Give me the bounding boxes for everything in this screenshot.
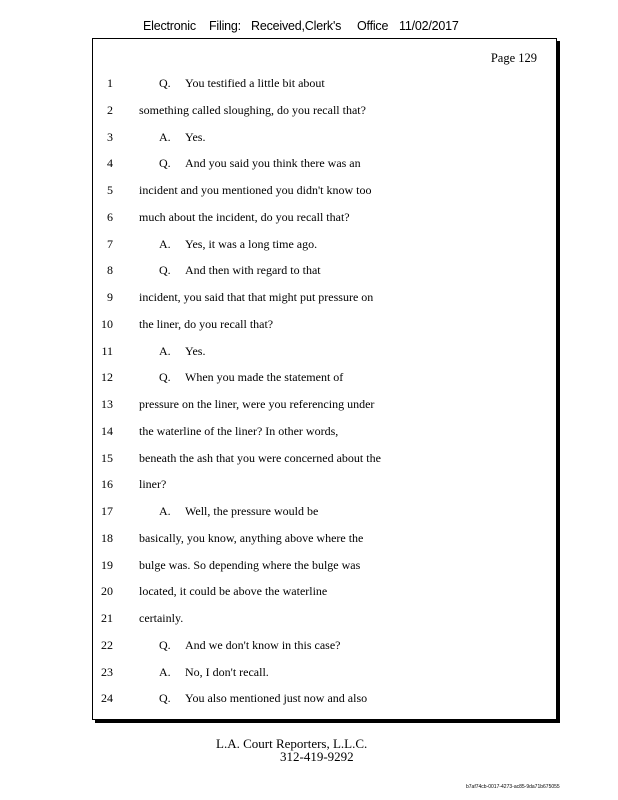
transcript-line: liner? bbox=[139, 477, 167, 492]
speaker-label: Q. bbox=[159, 370, 171, 385]
transcript-line: bulge was. So depending where the bulge was bbox=[139, 557, 361, 572]
transcript-line: Yes. bbox=[185, 129, 206, 144]
transcript-line: incident, you said that that might put pressure on bbox=[139, 290, 374, 304]
line-number: 2 bbox=[107, 102, 113, 117]
speaker-label: A. bbox=[159, 504, 171, 518]
line-number: 8 bbox=[107, 263, 113, 278]
transcript-line: You testified a little bit about bbox=[185, 76, 325, 90]
line-number: 18 bbox=[101, 530, 113, 545]
document-stamp: b7af74cb-0017-4273-ac85-9da71b675055 bbox=[466, 784, 560, 790]
footer-company: L.A. Court Reporters, L.L.C. bbox=[216, 736, 368, 751]
transcript-line: No, I don't recall. bbox=[185, 664, 269, 679]
line-number: 4 bbox=[107, 156, 113, 171]
speaker-label: Q. bbox=[159, 637, 171, 652]
transcript-line: basically, you know, anything above where the bbox=[139, 530, 364, 545]
transcript-line: Yes. bbox=[185, 343, 206, 358]
transcript-line: And then with regard to that bbox=[185, 263, 321, 278]
transcript-line: When you made the statement of bbox=[185, 370, 344, 385]
transcript-page bbox=[92, 38, 557, 720]
speaker-label: Q. bbox=[159, 691, 171, 706]
transcript-line: certainly. bbox=[139, 611, 184, 625]
line-number: 5 bbox=[107, 183, 113, 197]
transcript-line: beneath the ash that you were concerned about the bbox=[139, 450, 381, 465]
header-electronic: Electronic bbox=[143, 19, 196, 33]
line-number: 11 bbox=[101, 343, 113, 358]
transcript-line: much about the incident, do you recall that? bbox=[139, 209, 350, 224]
transcript-line: And we don't know in this case? bbox=[185, 637, 341, 652]
transcript-line: located, it could be above the waterline bbox=[139, 584, 328, 599]
line-number: 7 bbox=[107, 236, 113, 251]
speaker-label: Q. bbox=[159, 156, 171, 171]
transcript-line: You also mentioned just now and also bbox=[185, 691, 368, 706]
speaker-label: Q. bbox=[159, 76, 171, 90]
header-received: Received,Clerk's bbox=[251, 19, 342, 33]
line-number: 20 bbox=[101, 584, 113, 599]
transcript-line: And you said you think there was an bbox=[185, 156, 361, 171]
header-date: 11/02/2017 bbox=[399, 19, 459, 33]
transcript-line: something called sloughing, do you recall that? bbox=[139, 102, 366, 117]
header-filing: Filing: bbox=[209, 19, 241, 33]
transcript-line: incident and you mentioned you didn't know too bbox=[139, 183, 372, 197]
speaker-label: A. bbox=[159, 343, 171, 358]
speaker-label: A. bbox=[159, 236, 171, 251]
line-number: 23 bbox=[101, 664, 113, 679]
line-number: 1 bbox=[107, 76, 113, 90]
line-number: 24 bbox=[101, 691, 113, 706]
line-number: 10 bbox=[101, 316, 113, 331]
speaker-label: A. bbox=[159, 129, 171, 144]
filing-header bbox=[0, 19, 618, 39]
line-number: 19 bbox=[101, 557, 113, 572]
line-number: 13 bbox=[101, 397, 113, 411]
line-number: 22 bbox=[101, 637, 113, 652]
line-number: 3 bbox=[107, 129, 113, 144]
transcript-line: the waterline of the liner? In other words, bbox=[139, 423, 339, 438]
transcript-line: Yes, it was a long time ago. bbox=[185, 236, 318, 251]
speaker-label: A. bbox=[159, 664, 171, 679]
line-number: 14 bbox=[101, 423, 113, 438]
speaker-label: Q. bbox=[159, 263, 171, 278]
line-number: 16 bbox=[101, 477, 113, 492]
line-number: 9 bbox=[107, 290, 113, 304]
line-number: 12 bbox=[101, 370, 113, 385]
line-number: 15 bbox=[101, 450, 113, 465]
page-number: Page 129 bbox=[490, 51, 537, 65]
transcript-line: Well, the pressure would be bbox=[185, 504, 319, 518]
header-office: Office bbox=[357, 19, 389, 33]
line-number: 17 bbox=[101, 504, 113, 518]
line-number: 6 bbox=[107, 209, 113, 224]
line-number: 21 bbox=[101, 611, 113, 625]
footer-phone: 312-419-9292 bbox=[280, 749, 354, 764]
transcript-line: the liner, do you recall that? bbox=[139, 316, 274, 331]
transcript-line: pressure on the liner, were you referencing under bbox=[139, 397, 375, 411]
